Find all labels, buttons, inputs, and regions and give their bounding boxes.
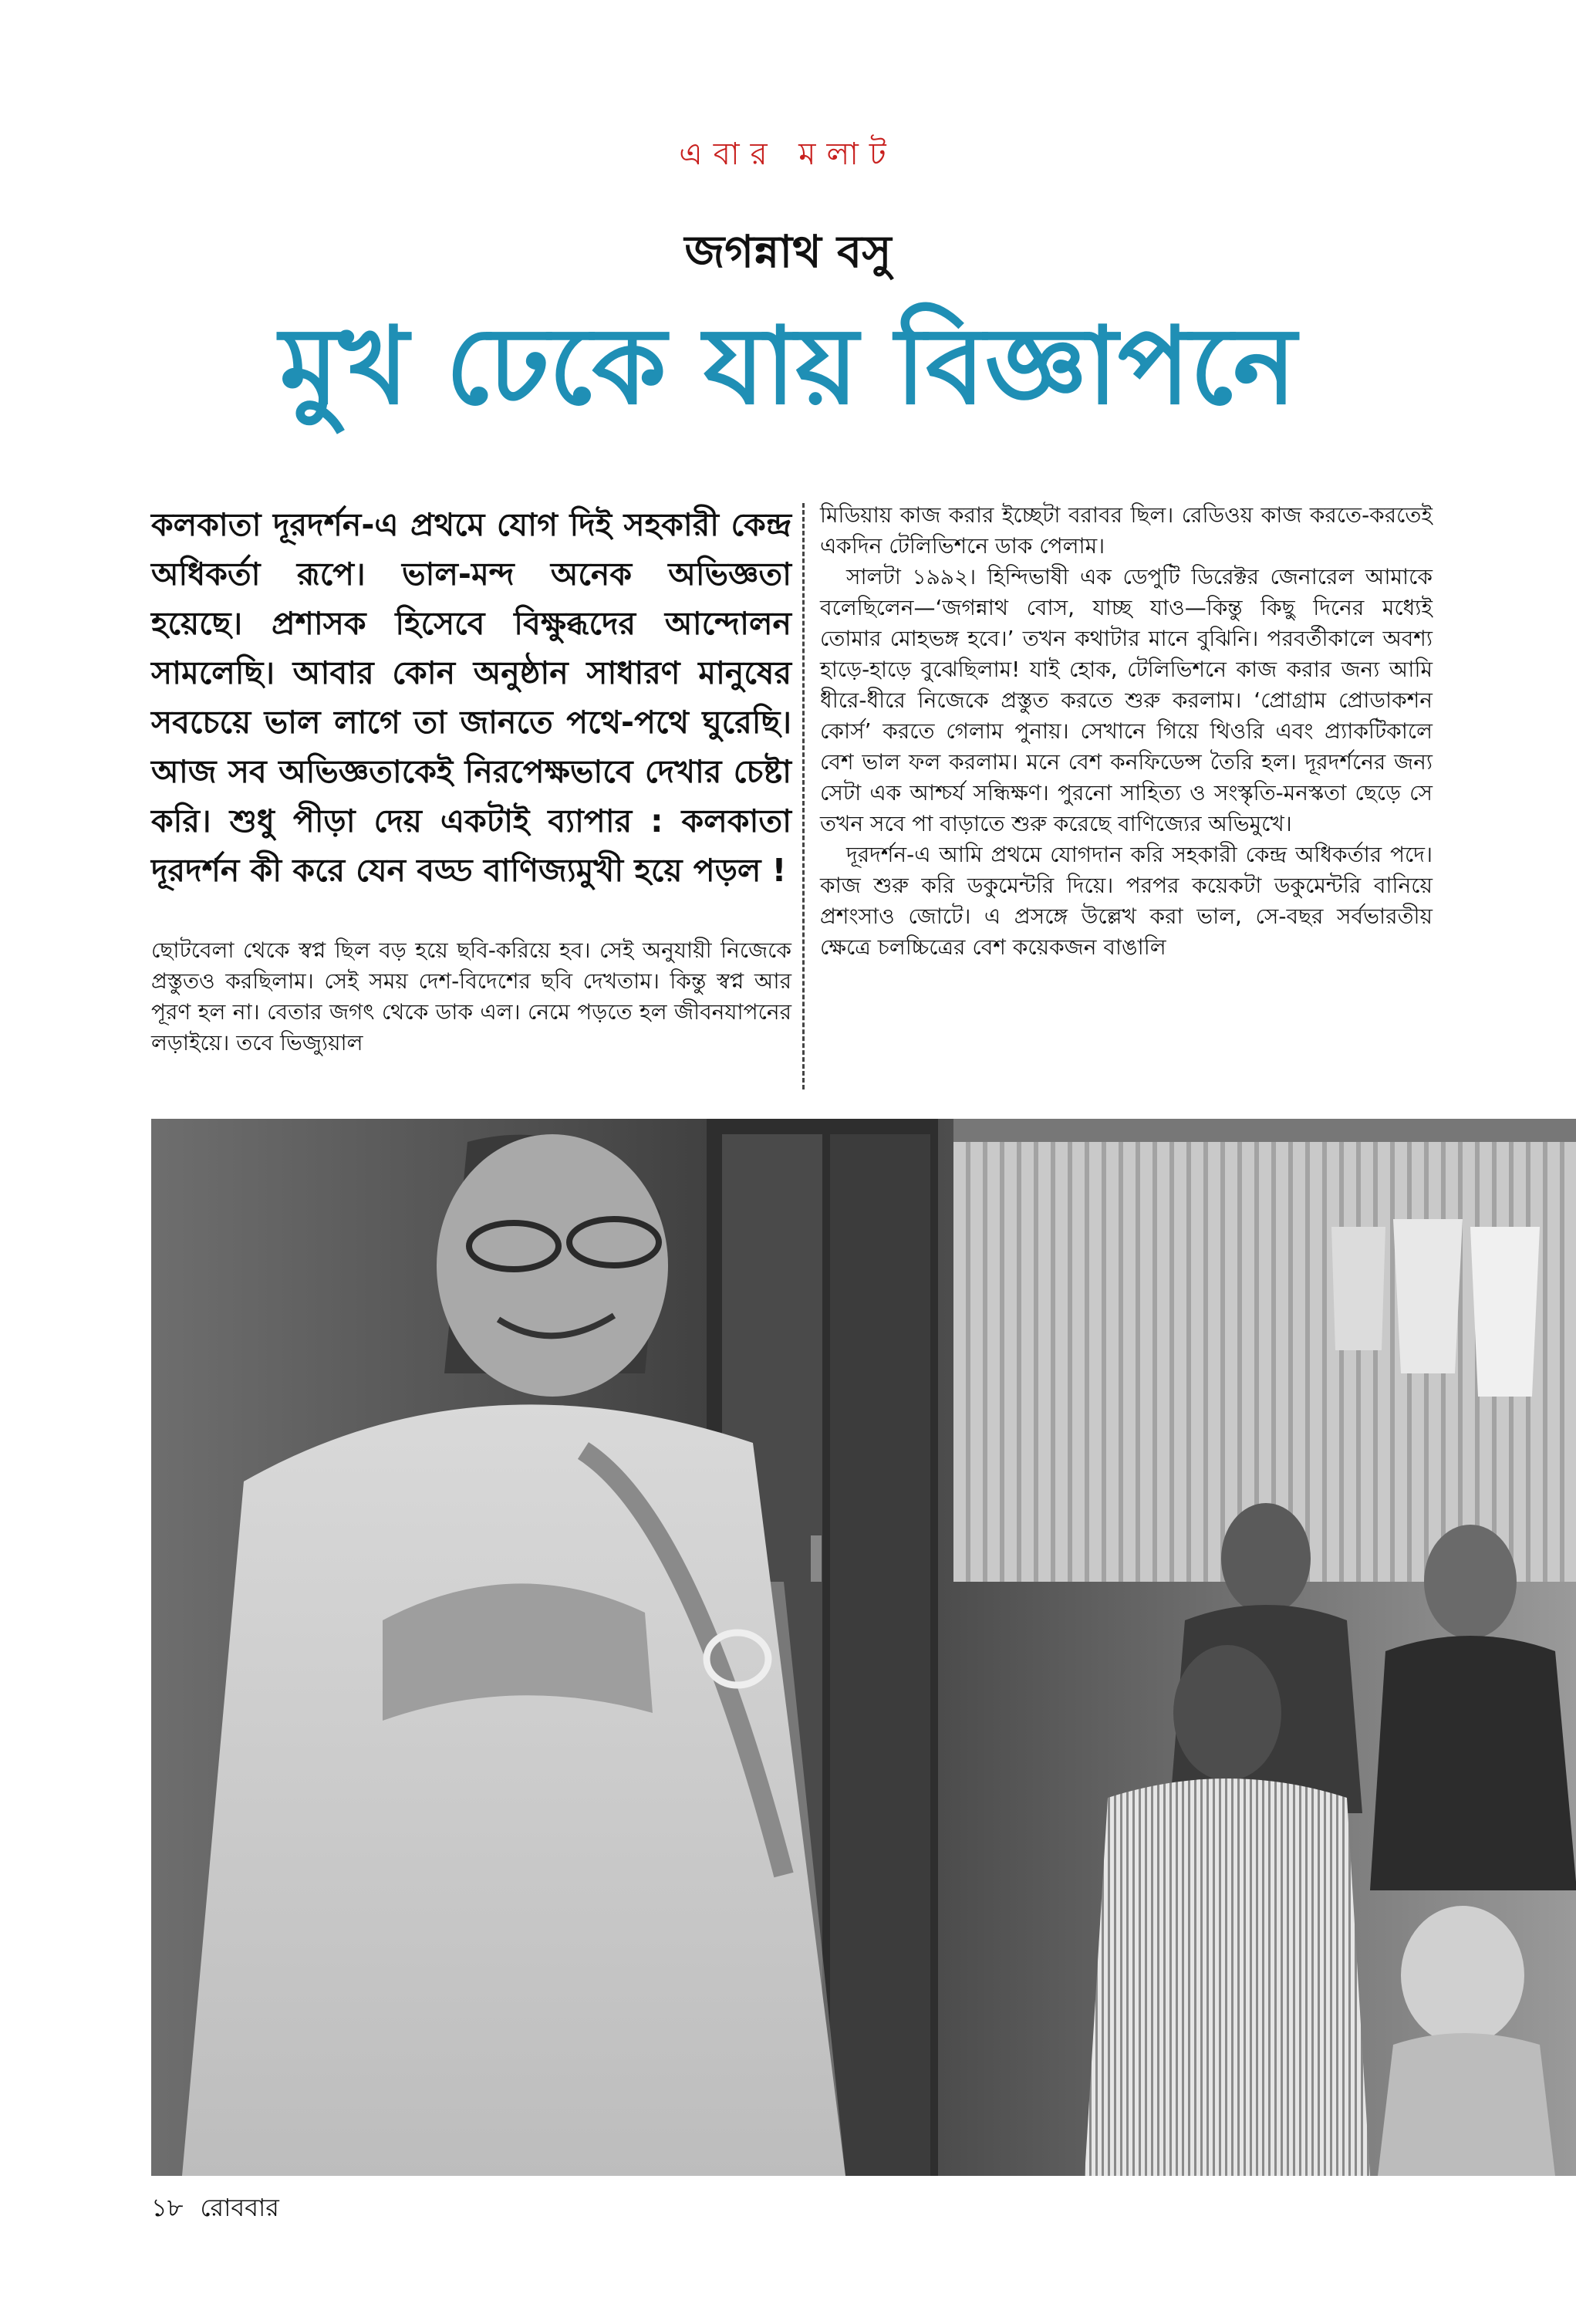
right-column <box>820 500 1433 963</box>
left-column <box>151 500 791 1059</box>
section-kicker: এবার মলাট <box>679 137 897 172</box>
page-number: ১৮ <box>151 2193 184 2222</box>
body-paragraph-left: ছোটবেলা থেকে স্বপ্ন ছিল বড় হয়ে ছবি-করিয়ে হব। সেই অনুযায়ী নিজেকে প্রস্তুতও করছিলাম। সেই সময় দেশ-বিদেশের ছবি দেখতাম। কিন্তু স্বপ্ন আর পূরণ হল না। বেতার জগৎ থেকে ডাক এল। নেমে পড়তে হল জীবনযাপনের লড়াইয়ে। তবে ভিজ্যুয়াল <box>151 937 791 1056</box>
lead-paragraph: কলকাতা দূরদর্শন-এ প্রথমে যোগ দিই সহকারী কেন্দ্র অধিকর্তা রূপে। ভাল-মন্দ অনেক অভিজ্ঞতা হয়েছে। প্রশাসক হিসেবে বিক্ষুব্ধদের আন্দোলন সামলেছি। আবার কোন অনুষ্ঠান সাধারণ মানুষের সবচেয়ে ভাল লাগে তা জানতে পথে-পথে ঘুরেছি। আজ সব অভিজ্ঞতাকেই নিরপেক্ষভাবে দেখার চেষ্টা করি। শুধু পীড়া দেয় একটাই ব্যাপার : কলকাতা দূরদর্শন কী করে যেন বড্ড বাণিজ্যমুখী হয়ে পড়ল ! <box>151 506 791 889</box>
article-photo <box>151 1119 1576 2176</box>
magazine-name: রোববার <box>200 2193 279 2222</box>
article-headline: মুখ ঢেকে যায় বিজ্ঞাপনে <box>279 304 1297 428</box>
body-paragraph-right-3: দূরদর্শন-এ আমি প্রথমে যোগদান করি সহকারী কেন্দ্র অধিকর্তার পদে। কাজ শুরু করি ডকুমেন্টরি দিয়ে। পরপর কয়েকটা ডকুমেন্টরি বানিয়ে প্রশংসাও জোটে। এ প্রসঙ্গে উল্লেখ করা ভাল, সে-বছর সর্বভারতীয় ক্ষেত্রে চলচ্চিত্রের বেশ কয়েকজন বাঙালি <box>820 842 1433 960</box>
body-paragraph-right-2: সালটা ১৯৯২। হিন্দিভাষী এক ডেপুটি ডিরেক্টর জেনারেল আমাকে বলেছিলেন—‘জগন্নাথ বোস, যাচ্ছ যাও—কিন্তু কিছু দিনের মধ্যেই তোমার মোহভঙ্গ হবে।’ তখন কথাটার মানে বুঝিনি। পরবর্তীকালে অবশ্য হাড়ে-হাড়ে বুঝেছিলাম! যাই হোক, টেলিভিশনে কাজ করার জন্য আমি ধীরে-ধীরে নিজেকে প্রস্তুত করতে শুরু করলাম। ‘প্রোগ্রাম প্রোডাকশন কোর্স’ করতে গেলাম পুনায়। সেখানে গিয়ে থিওরি এবং প্র্যাকটিকালে বেশ ভাল ফল করলাম। মনে বেশ কনফিডেন্স তৈরি হল। দূরদর্শনের জন্য সেটা এক আশ্চর্য সন্ধিক্ষণ। পুরনো সাহিত্য ও সংস্কৃতি-মনস্কতা ছেড়ে সে তখন সবে পা বাড়াতে শুরু করেছে বাণিজ্যের অভিমুখে। <box>820 564 1433 836</box>
body-paragraph-right-1: মিডিয়ায় কাজ করার ইচ্ছেটা বরাবর ছিল। রেডিওয় কাজ করতে-করতেই একদিন টেলিভিশনে ডাক পেলাম। <box>820 502 1433 559</box>
column-divider <box>802 503 805 1089</box>
author-byline: জগন্নাথ বসু <box>684 225 892 278</box>
page-footer <box>151 2188 279 2230</box>
